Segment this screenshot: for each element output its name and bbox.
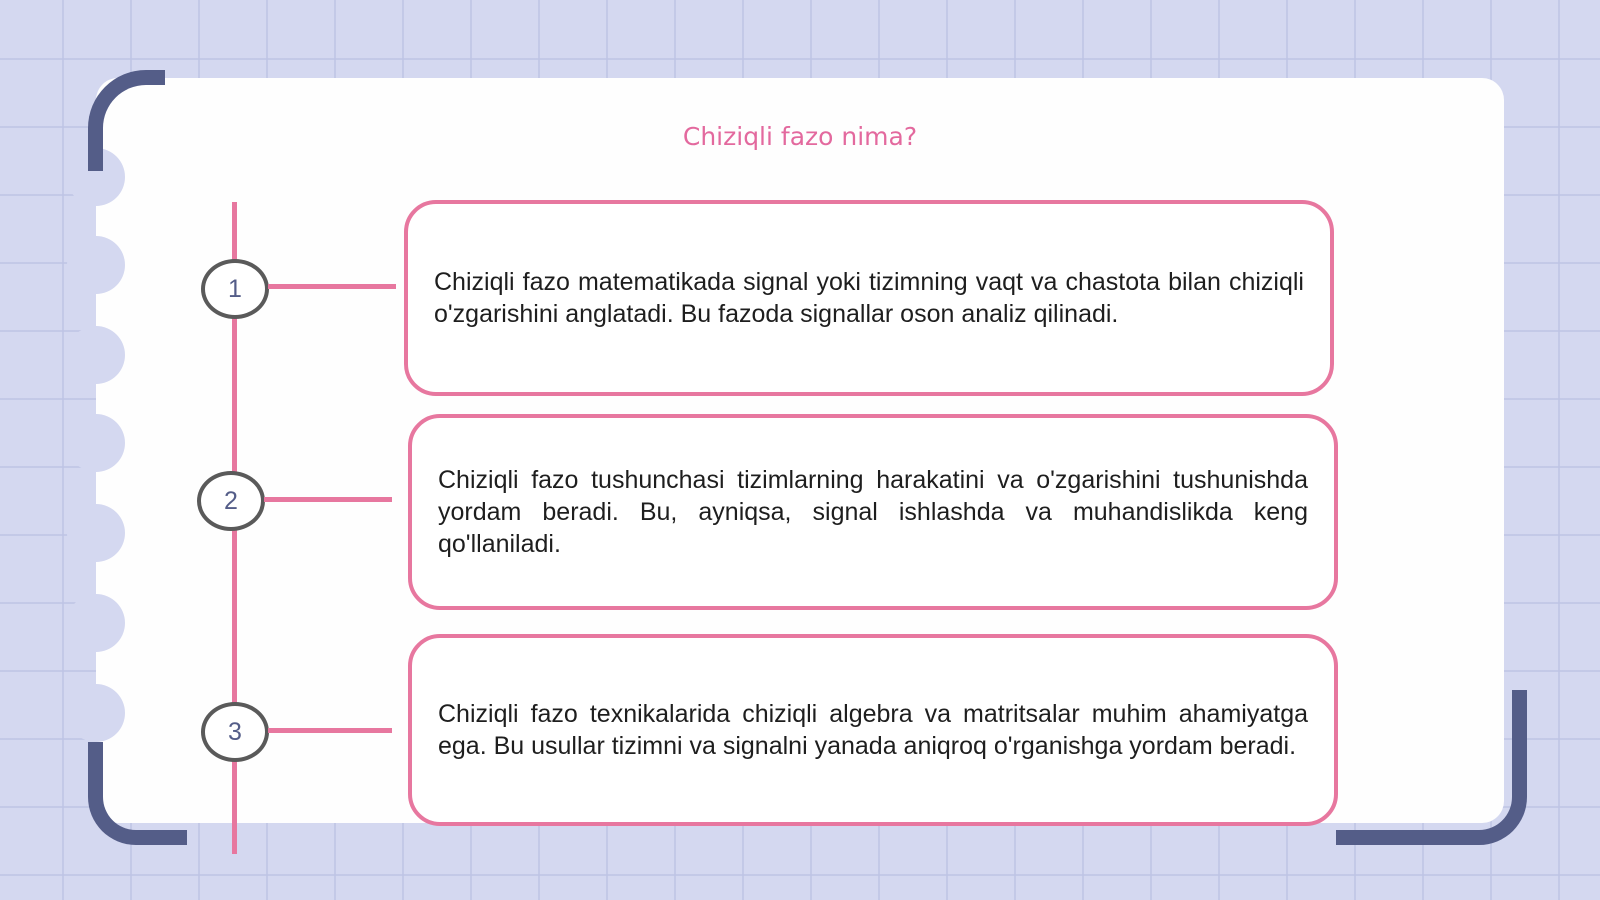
step-card-2 xyxy=(408,414,1338,610)
step-number-3: 3 xyxy=(201,702,269,762)
step-text-3: Chiziqli fazo texnikalarida chiziqli algebra va matritsalar muhim ahamiyatga ega. Bu usullar tizimni va signalni yanada aniqroq o'rganishga yordam beradi. xyxy=(438,700,1308,760)
step-text-2: Chiziqli fazo tushunchasi tizimlarning harakatini va o'zgarishini tushunishda yordam beradi. Bu, ayniqsa, signal ishlashda va muhandislikda keng qo'llaniladi. xyxy=(438,466,1308,558)
paper-scallop xyxy=(67,684,125,742)
corner-bracket-top-left xyxy=(88,70,165,171)
slide-title: Chiziqli fazo nima? xyxy=(682,122,918,151)
paper-scallop xyxy=(67,504,125,562)
step-text-1: Chiziqli fazo matematikada signal yoki tizimning vaqt va chastota bilan chiziqli o'zgarishini anglatadi. Bu fazoda signallar oson analiz qilinadi. xyxy=(434,268,1304,328)
step-card-1 xyxy=(404,200,1334,396)
paper-scallop xyxy=(67,326,125,384)
step-number-2: 2 xyxy=(197,471,265,531)
corner-bracket-bottom-right xyxy=(1336,690,1527,845)
step-connector-3 xyxy=(268,728,392,733)
step-number-1: 1 xyxy=(201,259,269,319)
paper-scallop xyxy=(67,236,125,294)
paper-scallop xyxy=(67,414,125,472)
paper-scallop xyxy=(67,594,125,652)
step-connector-2 xyxy=(264,497,392,502)
corner-bracket-bottom-left xyxy=(88,742,187,845)
step-card-3 xyxy=(408,634,1338,826)
step-connector-1 xyxy=(268,284,396,289)
